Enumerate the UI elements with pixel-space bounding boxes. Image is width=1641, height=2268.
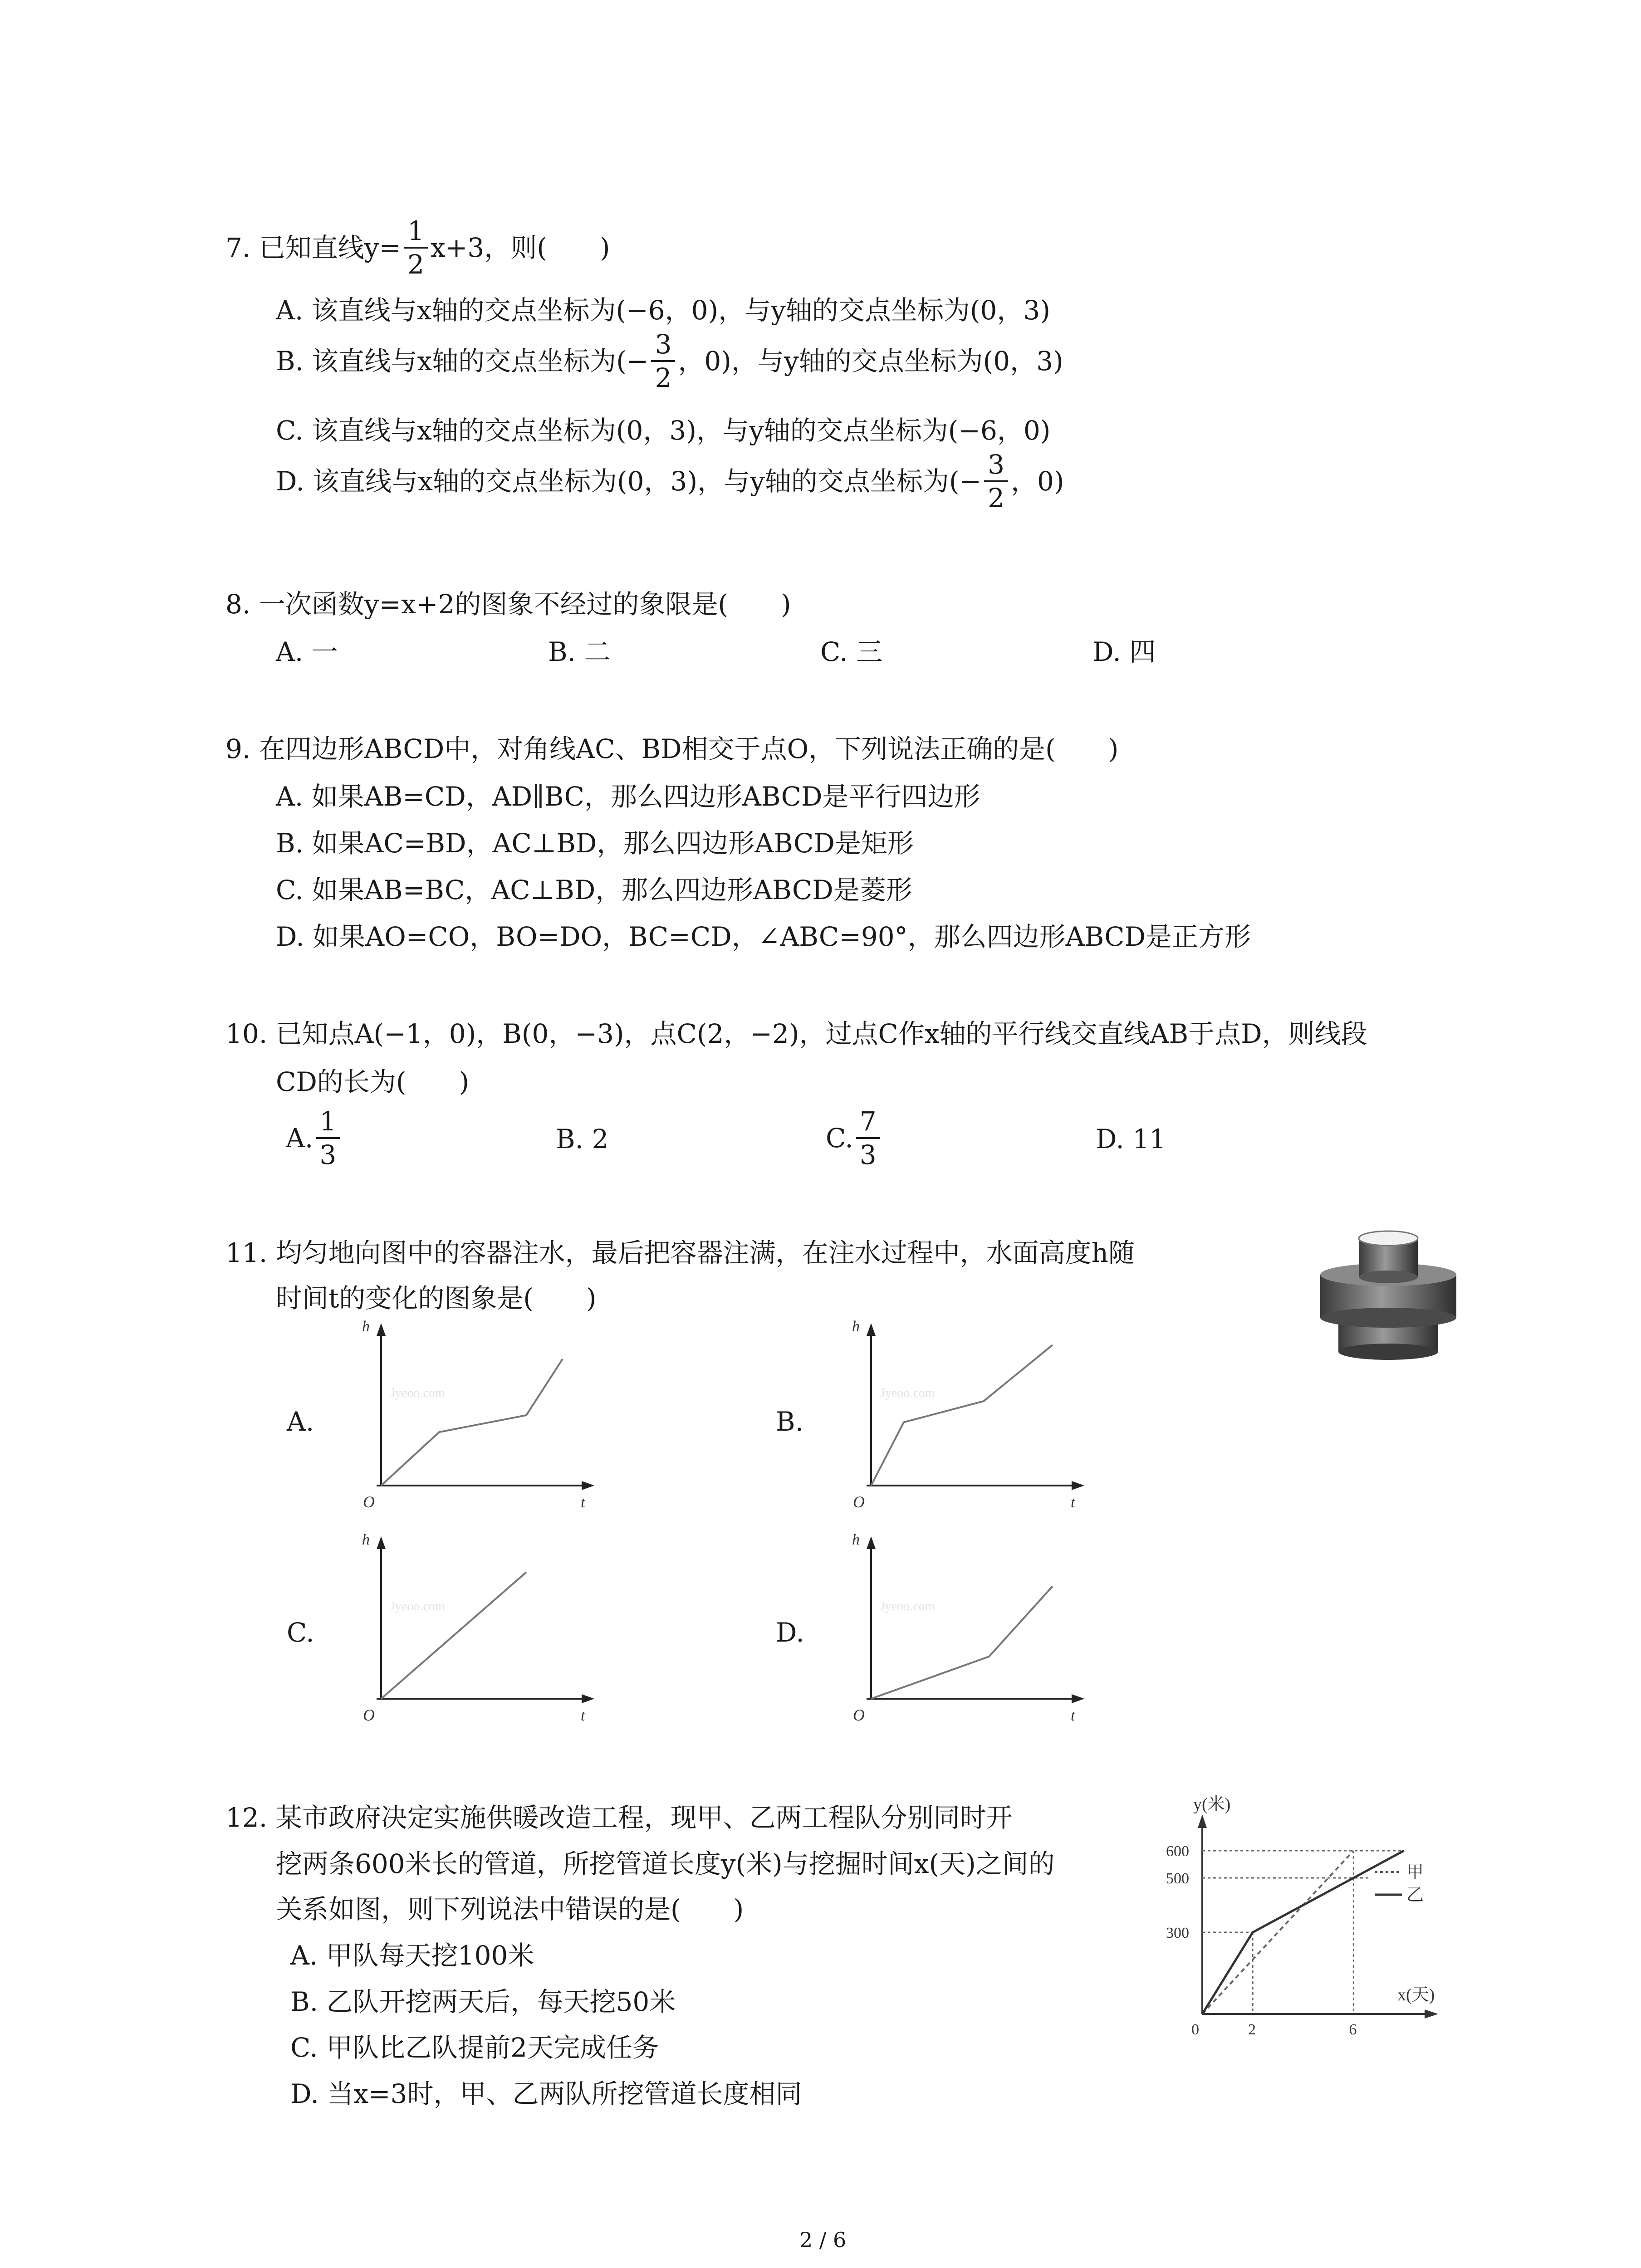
t-axis-arrow [582,1694,594,1703]
watermark: Jyeoo.com [390,1599,445,1613]
h-axis-arrow [867,1323,876,1336]
legend-label-yi: 乙 [1406,1886,1424,1905]
q8-option-b[interactable]: B. 二 [548,636,611,667]
t-axis-label: t [581,1707,585,1724]
q8-option-c[interactable]: C. 三 [820,636,883,667]
x-tick-label: 6 [1349,2021,1357,2038]
t-axis-label: t [581,1494,585,1511]
q10-option-d[interactable]: D. 11 [1096,1124,1166,1154]
q9-option-d[interactable]: D. 如果AO=CO，BO=DO，BC=CD，∠ABC=90°，那么四边形ABCD是正方形 [276,921,1251,952]
container-image [1316,1225,1461,1361]
origin-label: O [363,1493,375,1511]
watermark: Jyeoo.com [880,1599,935,1613]
q7-option-b[interactable]: B. 该直线与x轴的交点坐标为(− $\frac{3}{2}$ ，0)，与y轴的交点坐标为(0，3) [276,329,1063,393]
watermark: Jyeoo.com [880,1386,935,1400]
q12-option-d[interactable]: D. 当x=3时，甲、乙两队所挖管道长度相同 [290,2078,802,2109]
q12-stem-line1: 12. 某市政府决定实施供暖改造工程，现甲、乙两工程队分别同时开 [225,1802,1013,1833]
watermark: Jyeoo.com [390,1386,445,1400]
chart-y-arrow [1198,1814,1207,1828]
t-axis-label: t [1071,1707,1075,1724]
origin-label: O [853,1706,865,1724]
origin-label: O [363,1706,375,1724]
q11-graph-b-label[interactable]: B. [776,1406,804,1437]
q11-stem-line1: 11. 均匀地向图中的容器注水，最后把容器注满，在注水过程中，水面高度h随 [225,1237,1135,1268]
q12-stem-line2: 挖两条600米长的管道，所挖管道长度y(米)与挖掘时间x(天)之间的 [276,1848,1055,1879]
q12-stem-line3: 关系如图，则下列说法中错误的是( ) [276,1894,744,1925]
q7-option-c[interactable]: C. 该直线与x轴的交点坐标为(0，3)，与y轴的交点坐标为(−6，0) [276,415,1051,446]
series-line-yi [1202,1851,1404,2014]
legend-label-jia: 甲 [1406,1863,1424,1882]
page-number: 2 / 6 [799,2228,847,2252]
h-axis-label: h [852,1318,860,1335]
q12-option-b[interactable]: B. 乙队开挖两天后，每天挖50米 [290,1986,676,2017]
h-axis-arrow [377,1323,386,1336]
q11-stem-line2: 时间t的变化的图象是( ) [276,1283,597,1314]
q9-stem: 9. 在四边形ABCD中，对角线AC、BD相交于点O，下列说法正确的是( ) [225,733,1119,764]
q11-graph-c [349,1531,594,1740]
q12-option-c[interactable]: C. 甲队比乙队提前2天完成任务 [290,2032,659,2063]
q11-graph-d-label[interactable]: D. [776,1617,804,1648]
h-t-curve [381,1572,526,1699]
h-axis-label: h [362,1318,370,1335]
q10-stem-line2: CD的长为( ) [276,1066,470,1097]
q9-option-c[interactable]: C. 如果AB=BC，AC⊥BD，那么四边形ABCD是菱形 [276,875,912,905]
q11-graph-a-label[interactable]: A. [287,1406,314,1437]
q10-stem-line1: 10. 已知点A(−1，0)，B(0，−3)，点C(2，−2)，过点C作x轴的平行线交直线AB于点D，则线段 [225,1018,1367,1049]
chart-ylabel: y(米) [1193,1795,1231,1814]
q12-chart [1161,1787,1461,2038]
t-axis-arrow [1072,1694,1084,1703]
q7-option-a[interactable]: A. 该直线与x轴的交点坐标为(−6，0)，与y轴的交点坐标为(0，3) [276,295,1050,326]
x-tick-label: 2 [1248,2021,1256,2038]
q10-option-b[interactable]: B. 2 [556,1124,609,1154]
q8-stem: 8. 一次函数y=x+2的图象不经过的象限是( ) [225,589,791,620]
t-axis-arrow [1072,1481,1084,1490]
y-tick-label: 500 [1166,1870,1189,1887]
q7-option-d[interactable]: D. 该直线与x轴的交点坐标为(0，3)，与y轴的交点坐标为(− $\frac{3}{2}$ ，0) [276,449,1064,513]
y-tick-label: 300 [1166,1925,1189,1941]
q9-option-a[interactable]: A. 如果AB=CD，AD∥BC，那么四边形ABCD是平行四边形 [276,781,980,812]
t-axis-label: t [1071,1494,1075,1511]
q11-graph-c-label[interactable]: C. [287,1617,314,1648]
chart-origin: 0 [1191,2021,1199,2038]
q11-graph-a [349,1318,594,1526]
y-tick-label: 600 [1166,1843,1189,1860]
h-t-curve [381,1359,563,1486]
q8-option-a[interactable]: A. 一 [276,636,338,667]
h-axis-label: h [362,1531,370,1548]
q11-graph-d [839,1531,1084,1740]
chart-x-arrow [1425,2009,1438,2019]
q7-stem: 7. 已知直线y= $\frac{1}{2}$ x+3，则( ) [225,215,610,280]
origin-label: O [853,1493,865,1511]
q8-option-d[interactable]: D. 四 [1092,636,1156,667]
q12-option-a[interactable]: A. 甲队每天挖100米 [290,1940,534,1971]
q9-option-b[interactable]: B. 如果AC=BD，AC⊥BD，那么四边形ABCD是矩形 [276,828,914,859]
h-axis-arrow [377,1536,386,1549]
h-axis-label: h [852,1531,860,1548]
t-axis-arrow [582,1481,594,1490]
q10-option-c[interactable]: C. $\frac{7}{3}$ [826,1108,883,1168]
q10-option-a[interactable]: A. $\frac{1}{3}$ [286,1108,343,1168]
chart-xlabel: x(天) [1397,1985,1435,2004]
h-t-curve [871,1345,1053,1486]
h-axis-arrow [867,1536,876,1549]
q11-graph-b [839,1318,1084,1526]
